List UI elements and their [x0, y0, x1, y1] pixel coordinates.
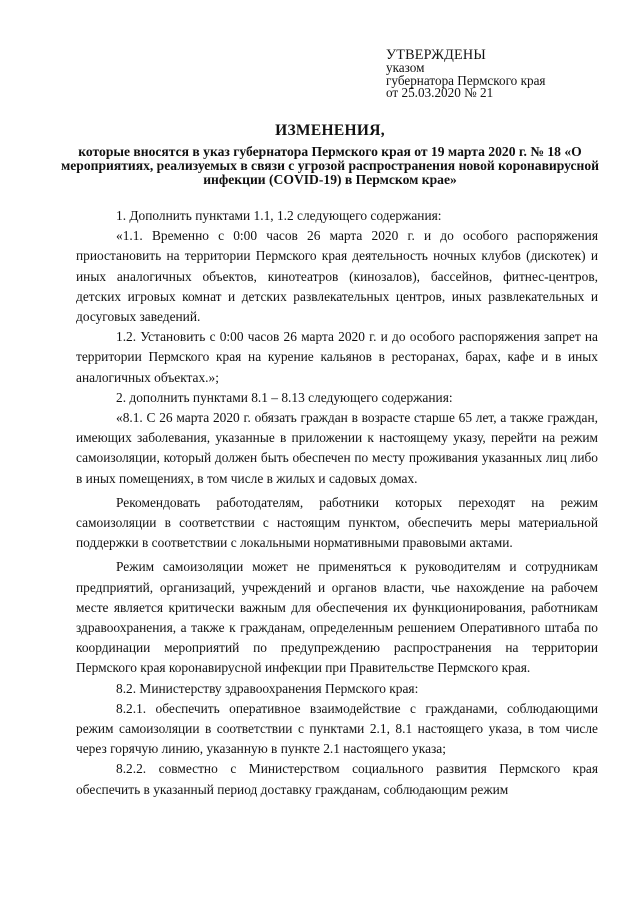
paragraph: 1. Дополнить пунктами 1.1, 1.2 следующего содержания:	[116, 208, 442, 223]
document-body	[76, 206, 598, 800]
paragraph: 8.2.2. совместно с Министерством социального развития Пермского края обеспечить в указанный период доставку гражданам, соблюдающим режим	[76, 761, 598, 797]
approval-line-1: указом	[386, 60, 425, 75]
paragraph: Рекомендовать работодателям, работники которых переходят на режим самоизоляции в соответствии с настоящим пунктом, обеспечить меры материальной поддержки в соответствии с локальными нормативными правовыми актами.	[76, 494, 598, 551]
document-title: ИЗМЕНЕНИЯ,	[275, 122, 385, 139]
document-subtitle: которые вносятся в указ губернатора Пермского края от 19 марта 2020 г. № 18 «О мероприятиях, реализуемых в связи с угрозой распространения новой коронавирусной инфекции (COVID-19) в Пермском крае»	[61, 144, 599, 187]
paragraph: 1.2. Установить с 0:00 часов 26 марта 2020 г. и до особого распоряжения запрет на территории Пермского края на курение кальянов в ресторанах, барах, кафе и в иных аналогичных объектах.»;	[76, 329, 598, 385]
approval-stamp	[386, 48, 626, 100]
approval-title: УТВЕРЖДЕНЫ	[386, 47, 486, 63]
paragraph: 8.2.1. обеспечить оперативное взаимодействие с гражданами, соблюдающими режим самоизоляции в соответствии с пунктами 2.1, 8.1 настоящего указа, в том числе через горячую линию, указанную в пункте 2.1 настоящего указа;	[76, 700, 598, 757]
paragraph: Режим самоизоляции может не применяться к руководителям и сотрудникам предприятий, организаций, учреждений и органов власти, чье нахождение на рабочем месте является критически важным для обеспечения их функционирования, работникам здравоохранения, а также к гражданам, определенным решением Оперативного штаба по координации мероприятий по предупреждению распространения на территории Пермского края коронавирусной инфекции при Правительстве Пермского края.	[76, 559, 598, 676]
approval-line-2: губернатора Пермского края	[386, 72, 546, 88]
approval-line-3: от 25.03.2020 № 21	[386, 85, 494, 101]
paragraph: «8.1. С 26 марта 2020 г. обязать граждан в возрасте старше 65 лет, а также граждан, имеющих заболевания, указанные в приложении к настоящему указу, перейти на режим самоизоляции, который должен быть обеспечен по месту проживания указанных лиц либо в иных помещениях, в том числе в жилых и садовых домах.	[76, 410, 598, 486]
paragraph: 2. дополнить пунктами 8.1 – 8.13 следующего содержания:	[116, 389, 453, 405]
paragraph: 8.2. Министерству здравоохранения Пермского края:	[116, 680, 419, 696]
paragraph: «1.1. Временно с 0:00 часов 26 марта 2020 г. и до особого распоряжения приостановить на территории Пермского края деятельность ночных клубов (дискотек) и иных аналогичных объектов, кинотеатров (кинозалов), бассейнов, фитнес-центров, детских игровых комнат и детских развлекательных центров, иных развлекательных и досуговых заведений.	[76, 228, 598, 325]
